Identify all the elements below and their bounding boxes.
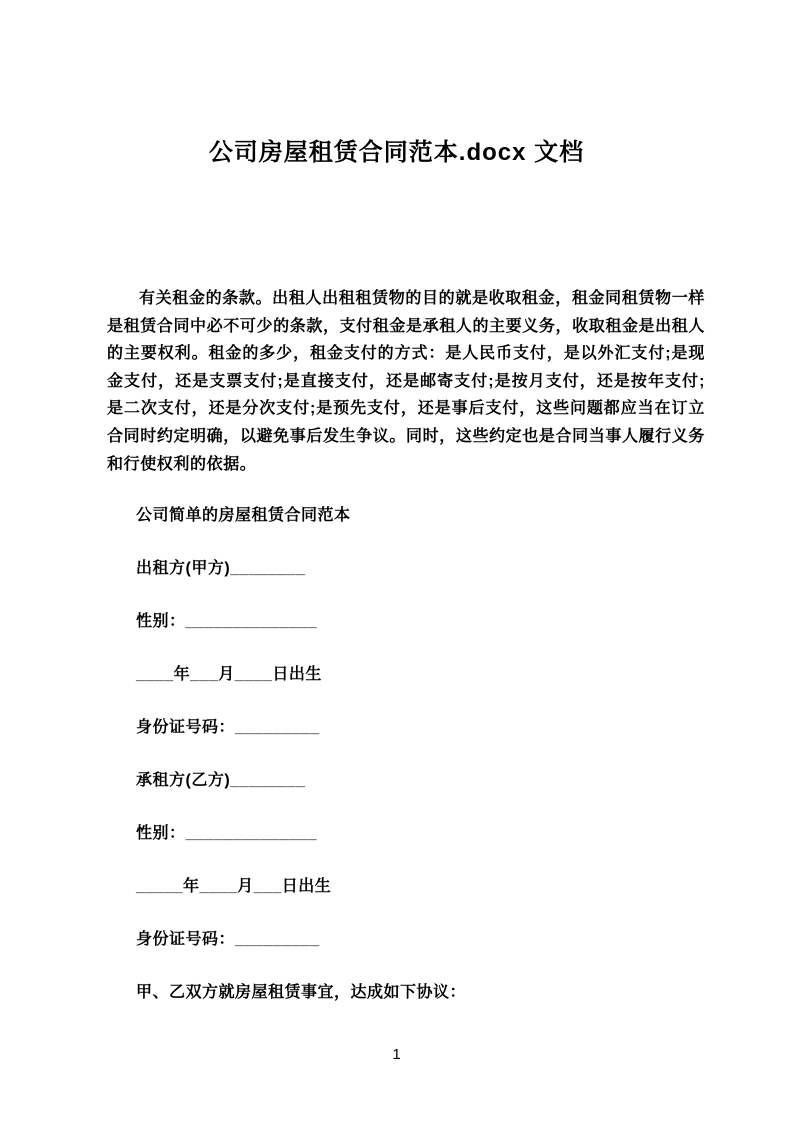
document-title: 公司房屋租赁合同范本.docx 文档 (208, 139, 585, 166)
field-line-id-number-lessor: 身份证号码：_________ (136, 719, 320, 737)
section-heading: 公司简单的房屋租赁合同范本 (136, 507, 351, 525)
field-line-id-number-lessee: 身份证号码：_________ (136, 931, 320, 949)
field-line-lessee: 承租方(乙方)________ (136, 772, 306, 790)
field-line-agreement-intro: 甲、乙双方就房屋租赁事宜，达成如下协议： (136, 984, 467, 1002)
field-line-gender-lessor: 性别：______________ (136, 613, 318, 631)
field-line-gender-lessee: 性别：______________ (136, 825, 318, 843)
intro-paragraph: 有关租金的条款。出租人出租租赁物的目的就是收取租金，租金同租赁物一样是租赁合同中必不可少的条款，支付租金是承租人的主要义务，收取租金是出租人的主要权利。租金的多少，租金支付的方式：是人民币支付，是以外汇支付;是现金支付，还是支票支付;是直接支付，还是邮寄支付;是按月支付，还是按年支付;是二次支付，还是分次支付;是预先支付，还是事后支付，这些问题都应当在订立合同时约定明确，以避免事后发生争议。同时，这些约定也是合同当事人履行义务和行使权利的依据。 (107, 290, 705, 473)
page-number: 1 (392, 1046, 401, 1063)
field-line-birthdate-lessor: ____年___月____日出生 (136, 666, 322, 684)
field-line-lessor: 出租方(甲方)________ (136, 560, 306, 578)
field-line-birthdate-lessee: _____年____月___日出生 (136, 878, 332, 896)
